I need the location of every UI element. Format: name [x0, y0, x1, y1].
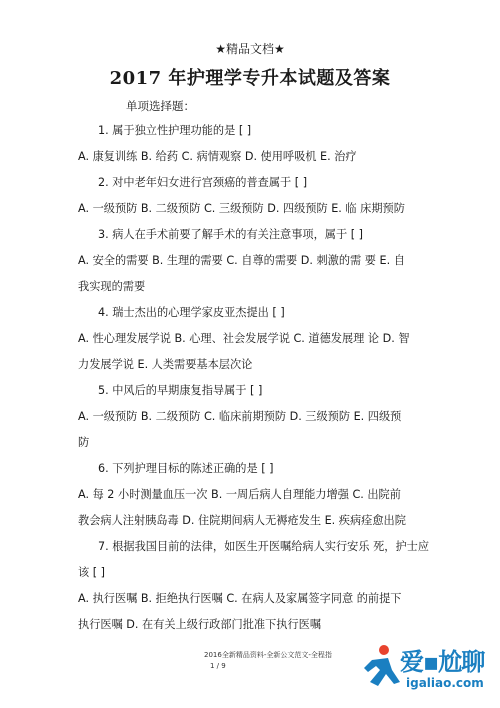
question-stem: 7. 根据我国目前的法律，如医生开医嘱给病人实行安乐 死，护士应: [98, 540, 430, 553]
page-footer: [204, 650, 332, 672]
footer-text: 2016全新精品资料-全新公文范文-全程指: [204, 651, 332, 659]
question-stem: 2. 对中老年妇女进行宫颈癌的普查属于 [ ]: [98, 176, 308, 189]
question-stem: 5. 中风后的早期康复指导属于 [ ]: [98, 384, 263, 397]
question-options: A. 安全的需要 B. 生理的需要 C. 自尊的需要 D. 刺激的需 要 E. 自: [78, 254, 405, 267]
question-stem: 3. 病人在手术前要了解手术的有关注意事项，属于 [ ]: [98, 228, 364, 241]
question-options: 我实现的需要: [78, 280, 146, 293]
question-list: [78, 118, 436, 638]
watermark-logo: [362, 640, 496, 700]
watermark-url: igaliao.com: [406, 676, 484, 690]
question-stem: 4. 瑞士杰出的心理学家皮亚杰提出 [ ]: [98, 306, 285, 319]
page-title: 2017 年护理学专升本试题及答案: [109, 68, 391, 89]
page-header: ★精品文档★: [215, 42, 285, 56]
question-options: A. 一级预防 B. 二级预防 C. 三级预防 D. 四级预防 E. 临 床期预防: [78, 202, 405, 215]
question-options: A. 性心理发展学说 B. 心理、社会发展学说 C. 道德发展理 论 D. 智: [78, 332, 410, 345]
question-stem: 1. 属于独立性护理功能的是 [ ]: [98, 124, 252, 137]
question-options: 教会病人注射胰岛毒 D. 住院期间病人无褥疮发生 E. 疾病痊愈出院: [78, 514, 406, 527]
section-heading: 单项选择题：: [126, 99, 195, 113]
page-number: 1 / 9: [210, 662, 226, 670]
question-options: A. 一级预防 B. 二级预防 C. 临床前期预防 D. 三级预防 E. 四级预: [78, 410, 402, 423]
runner-logo-icon: [362, 642, 402, 692]
question-options: A. 康复训练 B. 给药 C. 病情观察 D. 使用呼吸机 E. 治疗: [78, 150, 357, 163]
watermark-brand: 爱▪尬聊: [400, 648, 485, 676]
question-options: A. 执行医嘱 B. 拒绝执行医嘱 C. 在病人及家属签字同意 的前提下: [78, 592, 402, 605]
question-options: 力发展学说 E. 人类需要基本层次论: [78, 358, 253, 371]
question-options: 执行医嘱 D. 在有关上级行政部门批准下执行医嘱: [78, 618, 322, 631]
question-options: 防: [78, 436, 90, 449]
question-options: A. 每 2 小时测量血压一次 B. 一周后病人自理能力增强 C. 出院前: [78, 488, 401, 501]
question-options: 该 [ ]: [78, 566, 106, 579]
question-stem: 6. 下列护理目标的陈述正确的是 [ ]: [98, 462, 274, 475]
